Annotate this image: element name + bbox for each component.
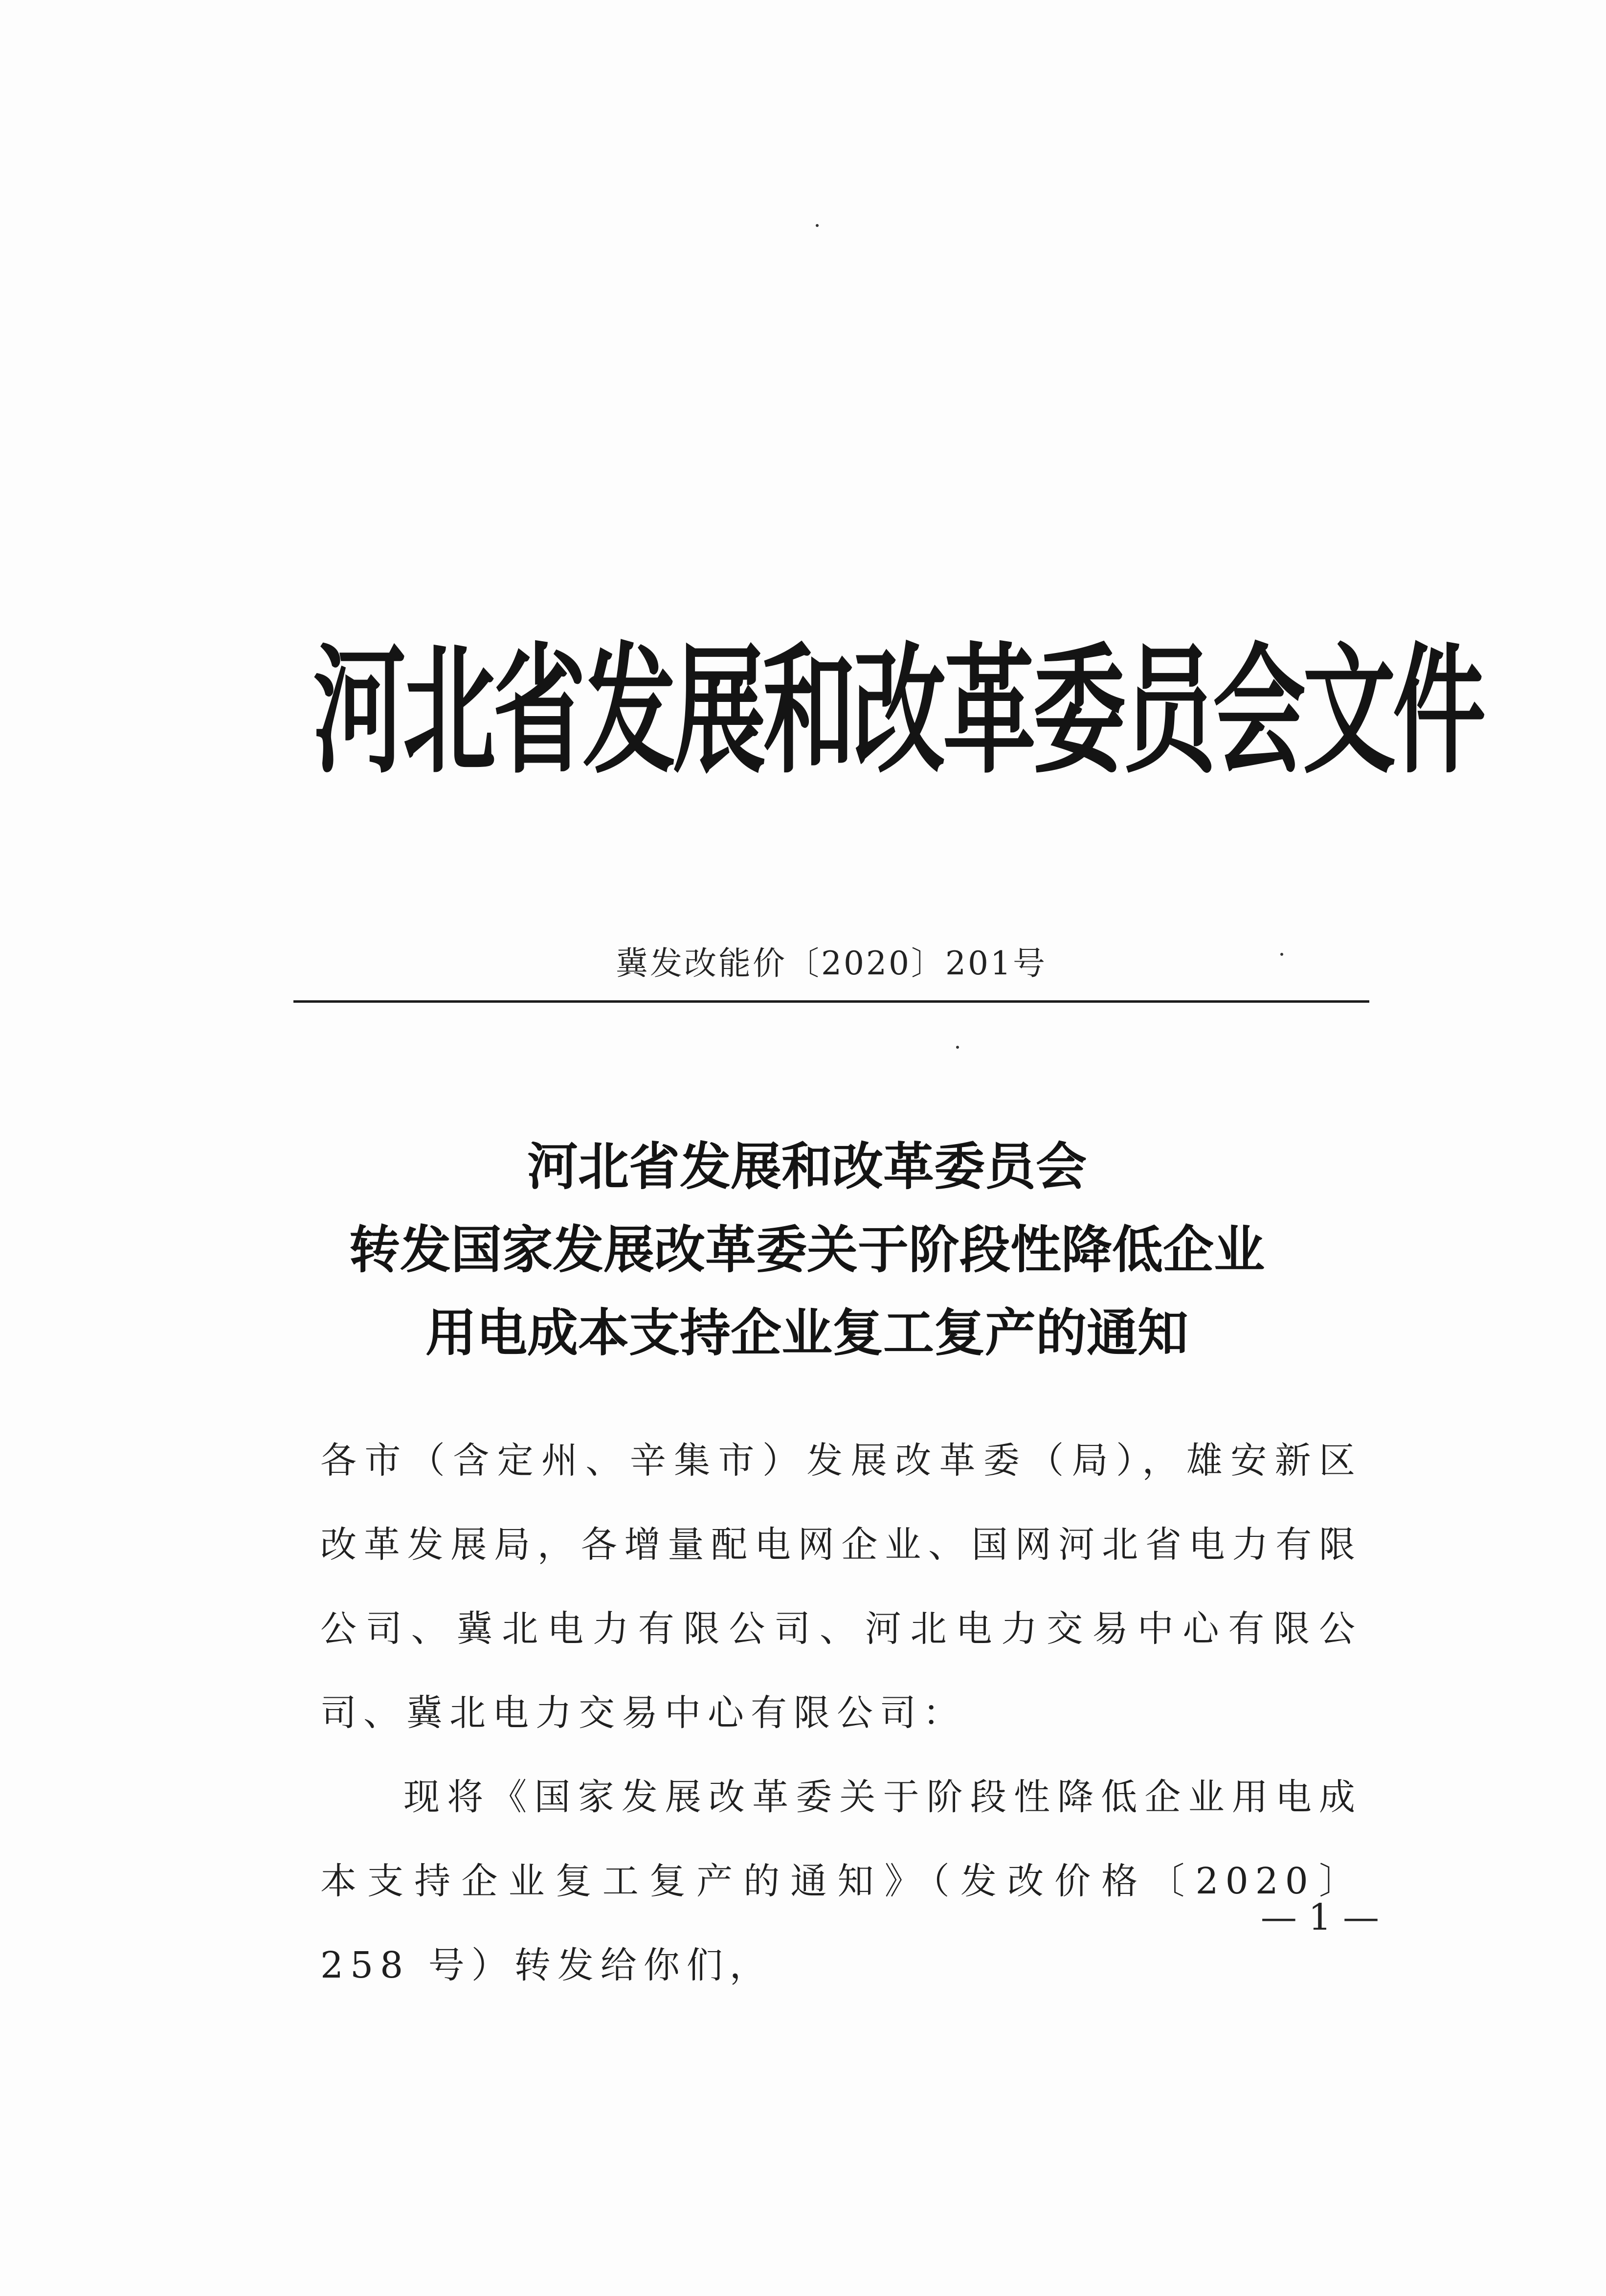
document-number: 冀发改能价〔2020〕201号 [616, 945, 1047, 982]
header-divider [293, 1000, 1369, 1003]
page-number: — 1 — [1260, 1896, 1379, 1938]
scan-speck [956, 1046, 959, 1049]
title-line-1: 河北省发展和改革委员会 [527, 1136, 1087, 1196]
scan-speck [816, 224, 819, 227]
body-paragraph-1: 现将《国家发展改革委关于阶段性降低企业用电成本支持企业复工复产的通知》（发改价格〔2020〕258 号）转发给你们， [320, 1776, 1362, 1986]
document-title [245, 1125, 1369, 1374]
title-line-2: 转发国家发展改革委关于阶段性降低企业 [349, 1219, 1265, 1280]
addressee-paragraph: 各市（含定州、辛集市）发展改革委（局），雄安新区改革发展局，各增量配电网企业、国网河北省电力有限公司、冀北电力有限公司、河北电力交易中心有限公司、冀北电力交易中心有限公司： [320, 1440, 1362, 1734]
issuer-banner: 河北省发展和改革委员会文件 [313, 630, 1483, 792]
title-line-3: 用电成本支持企业复工复产的通知 [425, 1303, 1188, 1363]
